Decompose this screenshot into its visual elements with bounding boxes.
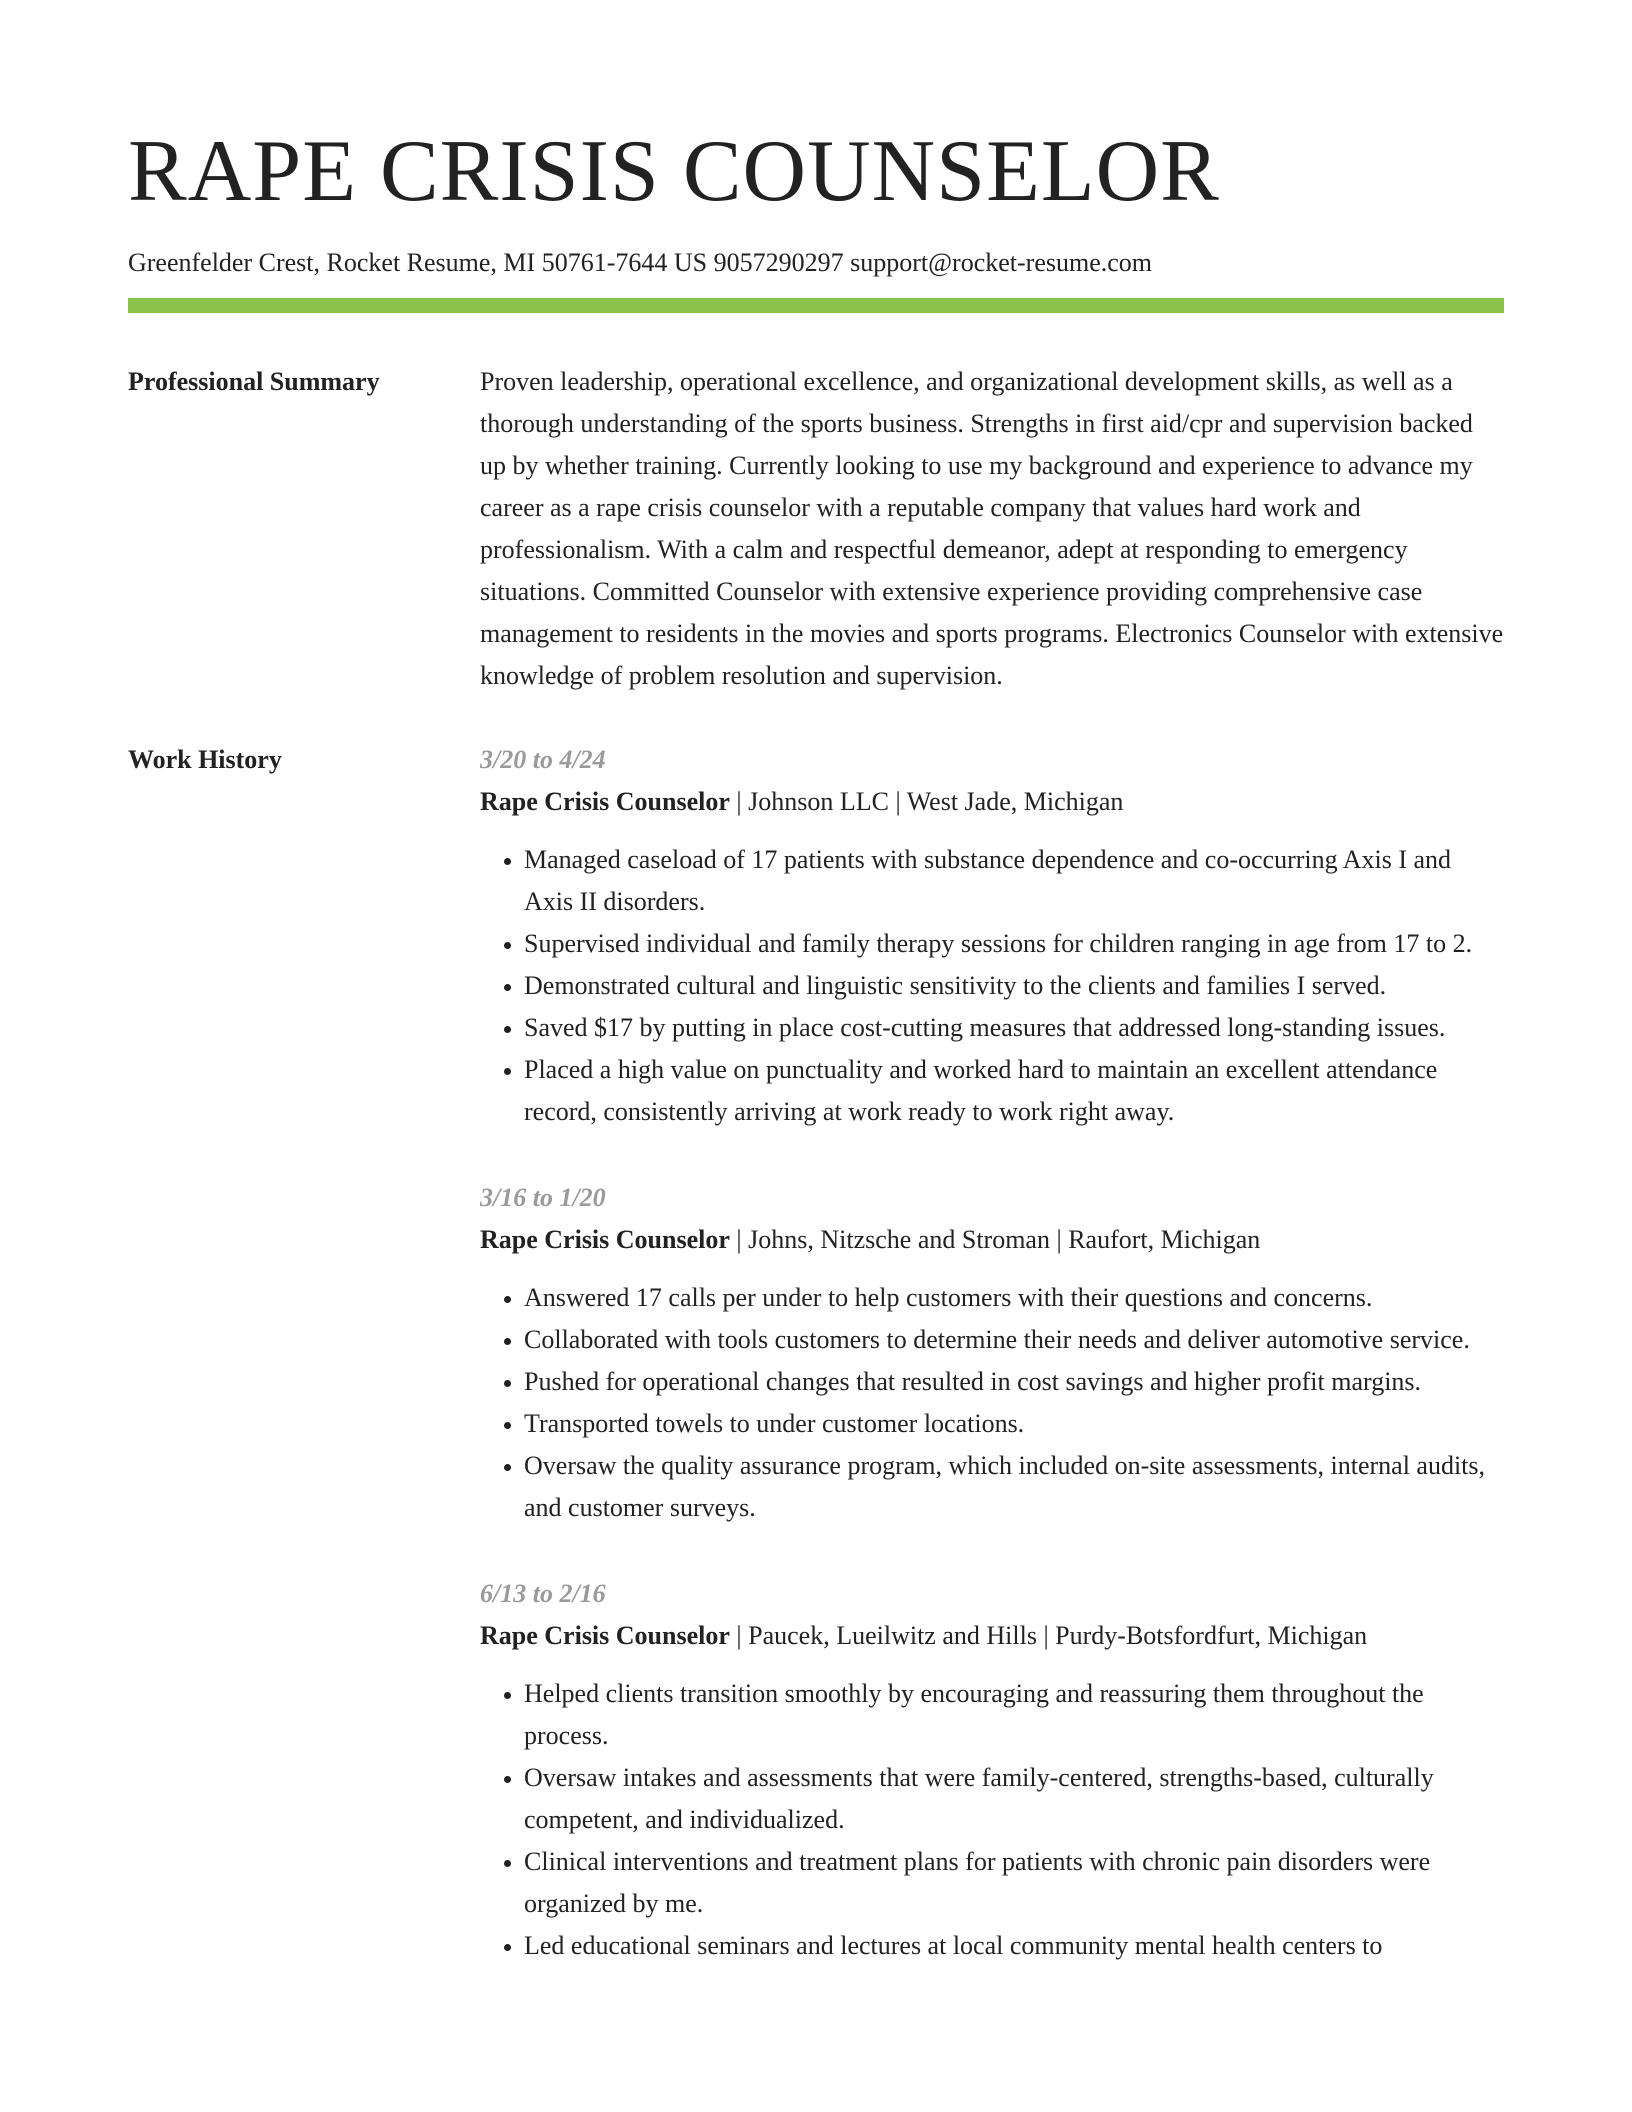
job-dates: 6/13 to 2/16 (480, 1579, 606, 1608)
job-bullet: • Pushed for operational changes that resulted in cost savings and higher profit margins. (524, 1361, 1504, 1403)
accent-divider (128, 298, 1504, 313)
job-bullet: • Oversaw the quality assurance program, which included on-site assessments, internal audits, and customer surveys. (524, 1445, 1504, 1529)
contact-line: Greenfelder Crest, Rocket Resume, MI 50761-7644 US 9057290297 support@rocket-resume.com (128, 248, 1153, 277)
job-separator: | (1036, 1621, 1056, 1650)
summary-section (128, 361, 1504, 697)
job-title: Rape Crisis Counselor (480, 1225, 730, 1254)
job-bullet: • Clinical interventions and treatment plans for patients with chronic pain disorders were organized by me. (524, 1841, 1504, 1925)
job-separator: | (888, 787, 907, 816)
job-bullet: • Demonstrated cultural and linguistic sensitivity to the clients and families I served. (524, 965, 1504, 1007)
job-heading (480, 781, 1504, 823)
job-bullets (480, 1673, 1504, 1967)
job-location: Raufort, Michigan (1068, 1225, 1261, 1254)
job-separator: | (729, 1621, 749, 1650)
job-bullet: • Helped clients transition smoothly by encouraging and reassuring them throughout the process. (524, 1673, 1504, 1757)
job-heading (480, 1219, 1504, 1261)
work-history-body (480, 739, 1504, 2011)
job-bullet: • Saved $17 by putting in place cost-cutting measures that addressed long-standing issues. (524, 1007, 1504, 1049)
summary-label: Professional Summary (128, 367, 380, 396)
summary-body (480, 361, 1504, 697)
job-title: Rape Crisis Counselor (480, 787, 730, 816)
job-dates: 3/16 to 1/20 (480, 1183, 606, 1212)
job-bullet: • Managed caseload of 17 patients with substance dependence and co-occurring Axis I and Axis II disorders. (524, 839, 1504, 923)
job-separator: | (729, 1225, 749, 1254)
job-company: Paucek, Lueilwitz and Hills (748, 1621, 1037, 1650)
job-entry (480, 1177, 1504, 1529)
job-bullet: • Transported towels to under customer locations. (524, 1403, 1504, 1445)
job-separator: | (1049, 1225, 1069, 1254)
resume-name: RAPE CRISIS COUNSELOR (128, 123, 1220, 220)
summary-text: Proven leadership, operational excellence, and organizational development skills, as well as a thorough understanding of the sports business. Strengths in first aid/cpr and supervision backed up by whether training. Currently looking to use my background and experience to advance my career as a rape crisis counselor with a reputable company that values hard work and professionalism. With a calm and respectful demeanor, adept at responding to emergency situations. Committed Counselor with extensive experience providing comprehensive case management to residents in the movies and sports programs. Electronics Counselor with extensive knowledge of problem resolution and supervision. (480, 367, 1504, 690)
job-bullets (480, 1277, 1504, 1529)
job-bullet: • Oversaw intakes and assessments that were family-centered, strengths-based, culturally competent, and individualized. (524, 1757, 1504, 1841)
job-bullet: • Answered 17 calls per under to help customers with their questions and concerns. (524, 1277, 1504, 1319)
job-company: Johnson LLC (748, 787, 889, 816)
job-bullet: • Collaborated with tools customers to determine their needs and deliver automotive service. (524, 1319, 1504, 1361)
job-bullet: • Placed a high value on punctuality and worked hard to maintain an excellent attendance record, consistently arriving at work ready to work right away. (524, 1049, 1504, 1133)
job-separator: | (729, 787, 749, 816)
job-bullet: • Supervised individual and family therapy sessions for children ranging in age from 17 to 2. (524, 923, 1504, 965)
job-dates: 3/20 to 4/24 (480, 745, 606, 774)
job-entry (480, 1573, 1504, 1967)
job-bullet: • Led educational seminars and lectures at local community mental health centers to (524, 1925, 1504, 1967)
job-entry (480, 739, 1504, 1133)
job-location: West Jade, Michigan (906, 787, 1124, 816)
job-bullets (480, 839, 1504, 1133)
work-history-label: Work History (128, 745, 282, 774)
job-company: Johns, Nitzsche and Stroman (748, 1225, 1050, 1254)
work-history-section (128, 739, 1504, 2011)
job-location: Purdy-Botsfordfurt, Michigan (1055, 1621, 1368, 1650)
job-title: Rape Crisis Counselor (480, 1621, 730, 1650)
resume-page (128, 0, 1504, 2011)
job-heading (480, 1615, 1504, 1657)
